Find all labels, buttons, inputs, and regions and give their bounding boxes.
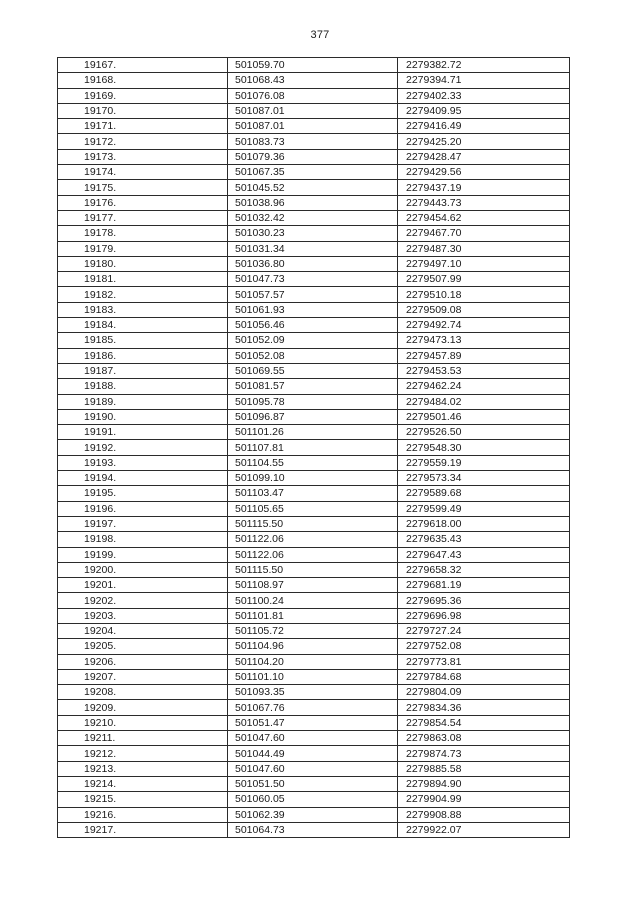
point-number-cell: 19192.	[58, 440, 228, 455]
x-coordinate-cell: 501101.26	[228, 425, 398, 440]
x-coordinate-cell: 501056.46	[228, 318, 398, 333]
point-number-cell: 19172.	[58, 134, 228, 149]
y-coordinate-cell: 2279416.49	[398, 119, 570, 134]
table-row	[58, 623, 570, 638]
point-number-cell: 19170.	[58, 103, 228, 118]
table-row	[58, 807, 570, 822]
point-number-cell: 19186.	[58, 348, 228, 363]
x-coordinate-cell: 501104.55	[228, 455, 398, 470]
x-coordinate-cell: 501093.35	[228, 685, 398, 700]
point-number-cell: 19185.	[58, 333, 228, 348]
point-number-cell: 19189.	[58, 394, 228, 409]
y-coordinate-cell: 2279509.08	[398, 302, 570, 317]
table-row	[58, 731, 570, 746]
y-coordinate-cell: 2279635.43	[398, 532, 570, 547]
table-row	[58, 547, 570, 562]
x-coordinate-cell: 501108.97	[228, 578, 398, 593]
y-coordinate-cell: 2279599.49	[398, 501, 570, 516]
y-coordinate-cell: 2279885.58	[398, 761, 570, 776]
x-coordinate-cell: 501105.72	[228, 623, 398, 638]
x-coordinate-cell: 501069.55	[228, 363, 398, 378]
table-row	[58, 195, 570, 210]
x-coordinate-cell: 501100.24	[228, 593, 398, 608]
point-number-cell: 19209.	[58, 700, 228, 715]
y-coordinate-cell: 2279904.99	[398, 792, 570, 807]
y-coordinate-cell: 2279487.30	[398, 241, 570, 256]
x-coordinate-cell: 501052.08	[228, 348, 398, 363]
x-coordinate-cell: 501115.50	[228, 516, 398, 531]
y-coordinate-cell: 2279473.13	[398, 333, 570, 348]
table-row	[58, 501, 570, 516]
y-coordinate-cell: 2279429.56	[398, 165, 570, 180]
point-number-cell: 19194.	[58, 471, 228, 486]
point-number-cell: 19215.	[58, 792, 228, 807]
table-row	[58, 654, 570, 669]
table-row	[58, 58, 570, 73]
x-coordinate-cell: 501067.35	[228, 165, 398, 180]
table-row	[58, 578, 570, 593]
y-coordinate-cell: 2279784.68	[398, 669, 570, 684]
point-number-cell: 19182.	[58, 287, 228, 302]
point-number-cell: 19181.	[58, 272, 228, 287]
table-row	[58, 593, 570, 608]
table-row	[58, 639, 570, 654]
x-coordinate-cell: 501047.60	[228, 761, 398, 776]
y-coordinate-cell: 2279497.10	[398, 256, 570, 271]
table-row	[58, 532, 570, 547]
coordinates-table-body	[58, 58, 570, 838]
y-coordinate-cell: 2279507.99	[398, 272, 570, 287]
y-coordinate-cell: 2279727.24	[398, 623, 570, 638]
table-row	[58, 822, 570, 837]
y-coordinate-cell: 2279462.24	[398, 379, 570, 394]
table-row	[58, 287, 570, 302]
point-number-cell: 19179.	[58, 241, 228, 256]
x-coordinate-cell: 501099.10	[228, 471, 398, 486]
y-coordinate-cell: 2279453.53	[398, 363, 570, 378]
table-row	[58, 516, 570, 531]
point-number-cell: 19217.	[58, 822, 228, 837]
point-number-cell: 19191.	[58, 425, 228, 440]
point-number-cell: 19168.	[58, 73, 228, 88]
point-number-cell: 19200.	[58, 562, 228, 577]
y-coordinate-cell: 2279773.81	[398, 654, 570, 669]
table-row	[58, 180, 570, 195]
y-coordinate-cell: 2279804.09	[398, 685, 570, 700]
table-row	[58, 700, 570, 715]
coordinates-table	[57, 57, 570, 838]
point-number-cell: 19206.	[58, 654, 228, 669]
point-number-cell: 19207.	[58, 669, 228, 684]
x-coordinate-cell: 501081.57	[228, 379, 398, 394]
table-row	[58, 562, 570, 577]
table-row	[58, 333, 570, 348]
point-number-cell: 19175.	[58, 180, 228, 195]
y-coordinate-cell: 2279922.07	[398, 822, 570, 837]
table-row	[58, 256, 570, 271]
point-number-cell: 19177.	[58, 210, 228, 225]
y-coordinate-cell: 2279548.30	[398, 440, 570, 455]
table-row	[58, 241, 570, 256]
point-number-cell: 19212.	[58, 746, 228, 761]
table-row	[58, 425, 570, 440]
table-row	[58, 302, 570, 317]
y-coordinate-cell: 2279618.00	[398, 516, 570, 531]
point-number-cell: 19201.	[58, 578, 228, 593]
x-coordinate-cell: 501105.65	[228, 501, 398, 516]
x-coordinate-cell: 501096.87	[228, 409, 398, 424]
y-coordinate-cell: 2279457.89	[398, 348, 570, 363]
y-coordinate-cell: 2279752.08	[398, 639, 570, 654]
x-coordinate-cell: 501122.06	[228, 532, 398, 547]
y-coordinate-cell: 2279573.34	[398, 471, 570, 486]
y-coordinate-cell: 2279589.68	[398, 486, 570, 501]
x-coordinate-cell: 501030.23	[228, 226, 398, 241]
point-number-cell: 19211.	[58, 731, 228, 746]
point-number-cell: 19213.	[58, 761, 228, 776]
x-coordinate-cell: 501057.57	[228, 287, 398, 302]
x-coordinate-cell: 501115.50	[228, 562, 398, 577]
y-coordinate-cell: 2279425.20	[398, 134, 570, 149]
table-row	[58, 394, 570, 409]
x-coordinate-cell: 501095.78	[228, 394, 398, 409]
table-row	[58, 746, 570, 761]
point-number-cell: 19167.	[58, 58, 228, 73]
y-coordinate-cell: 2279681.19	[398, 578, 570, 593]
y-coordinate-cell: 2279526.50	[398, 425, 570, 440]
y-coordinate-cell: 2279454.62	[398, 210, 570, 225]
table-row	[58, 88, 570, 103]
table-row	[58, 761, 570, 776]
x-coordinate-cell: 501067.76	[228, 700, 398, 715]
table-row	[58, 210, 570, 225]
point-number-cell: 19202.	[58, 593, 228, 608]
table-row	[58, 685, 570, 700]
table-row	[58, 486, 570, 501]
y-coordinate-cell: 2279510.18	[398, 287, 570, 302]
table-row	[58, 134, 570, 149]
x-coordinate-cell: 501101.81	[228, 608, 398, 623]
point-number-cell: 19208.	[58, 685, 228, 700]
y-coordinate-cell: 2279854.54	[398, 715, 570, 730]
y-coordinate-cell: 2279908.88	[398, 807, 570, 822]
y-coordinate-cell: 2279467.70	[398, 226, 570, 241]
point-number-cell: 19187.	[58, 363, 228, 378]
x-coordinate-cell: 501059.70	[228, 58, 398, 73]
point-number-cell: 19193.	[58, 455, 228, 470]
point-number-cell: 19205.	[58, 639, 228, 654]
y-coordinate-cell: 2279894.90	[398, 776, 570, 791]
point-number-cell: 19197.	[58, 516, 228, 531]
point-number-cell: 19196.	[58, 501, 228, 516]
table-row	[58, 348, 570, 363]
table-row	[58, 471, 570, 486]
point-number-cell: 19188.	[58, 379, 228, 394]
x-coordinate-cell: 501103.47	[228, 486, 398, 501]
x-coordinate-cell: 501047.60	[228, 731, 398, 746]
y-coordinate-cell: 2279409.95	[398, 103, 570, 118]
point-number-cell: 19173.	[58, 149, 228, 164]
y-coordinate-cell: 2279874.73	[398, 746, 570, 761]
point-number-cell: 19184.	[58, 318, 228, 333]
point-number-cell: 19169.	[58, 88, 228, 103]
x-coordinate-cell: 501083.73	[228, 134, 398, 149]
y-coordinate-cell: 2279382.72	[398, 58, 570, 73]
point-number-cell: 19210.	[58, 715, 228, 730]
y-coordinate-cell: 2279647.43	[398, 547, 570, 562]
y-coordinate-cell: 2279695.36	[398, 593, 570, 608]
x-coordinate-cell: 501060.05	[228, 792, 398, 807]
y-coordinate-cell: 2279428.47	[398, 149, 570, 164]
x-coordinate-cell: 501052.09	[228, 333, 398, 348]
y-coordinate-cell: 2279484.02	[398, 394, 570, 409]
point-number-cell: 19198.	[58, 532, 228, 547]
table-row	[58, 379, 570, 394]
point-number-cell: 19216.	[58, 807, 228, 822]
x-coordinate-cell: 501087.01	[228, 119, 398, 134]
x-coordinate-cell: 501104.96	[228, 639, 398, 654]
y-coordinate-cell: 2279402.33	[398, 88, 570, 103]
point-number-cell: 19203.	[58, 608, 228, 623]
table-row	[58, 226, 570, 241]
point-number-cell: 19180.	[58, 256, 228, 271]
y-coordinate-cell: 2279696.98	[398, 608, 570, 623]
table-row	[58, 165, 570, 180]
y-coordinate-cell: 2279492.74	[398, 318, 570, 333]
point-number-cell: 19174.	[58, 165, 228, 180]
point-number-cell: 19214.	[58, 776, 228, 791]
table-row	[58, 608, 570, 623]
y-coordinate-cell: 2279394.71	[398, 73, 570, 88]
x-coordinate-cell: 501101.10	[228, 669, 398, 684]
x-coordinate-cell: 501079.36	[228, 149, 398, 164]
x-coordinate-cell: 501045.52	[228, 180, 398, 195]
table-row	[58, 119, 570, 134]
x-coordinate-cell: 501107.81	[228, 440, 398, 455]
table-row	[58, 103, 570, 118]
point-number-cell: 19195.	[58, 486, 228, 501]
table-row	[58, 272, 570, 287]
x-coordinate-cell: 501051.50	[228, 776, 398, 791]
x-coordinate-cell: 501032.42	[228, 210, 398, 225]
y-coordinate-cell: 2279863.08	[398, 731, 570, 746]
y-coordinate-cell: 2279437.19	[398, 180, 570, 195]
point-number-cell: 19190.	[58, 409, 228, 424]
x-coordinate-cell: 501044.49	[228, 746, 398, 761]
x-coordinate-cell: 501036.80	[228, 256, 398, 271]
table-row	[58, 455, 570, 470]
x-coordinate-cell: 501064.73	[228, 822, 398, 837]
x-coordinate-cell: 501061.93	[228, 302, 398, 317]
point-number-cell: 19199.	[58, 547, 228, 562]
table-row	[58, 440, 570, 455]
point-number-cell: 19176.	[58, 195, 228, 210]
y-coordinate-cell: 2279834.36	[398, 700, 570, 715]
y-coordinate-cell: 2279559.19	[398, 455, 570, 470]
x-coordinate-cell: 501031.34	[228, 241, 398, 256]
table-row	[58, 715, 570, 730]
y-coordinate-cell: 2279658.32	[398, 562, 570, 577]
point-number-cell: 19171.	[58, 119, 228, 134]
page-number: 377	[310, 29, 330, 41]
x-coordinate-cell: 501087.01	[228, 103, 398, 118]
point-number-cell: 19183.	[58, 302, 228, 317]
x-coordinate-cell: 501068.43	[228, 73, 398, 88]
table-row	[58, 792, 570, 807]
y-coordinate-cell: 2279443.73	[398, 195, 570, 210]
point-number-cell: 19204.	[58, 623, 228, 638]
x-coordinate-cell: 501051.47	[228, 715, 398, 730]
y-coordinate-cell: 2279501.46	[398, 409, 570, 424]
table-row	[58, 669, 570, 684]
table-row	[58, 318, 570, 333]
x-coordinate-cell: 501076.08	[228, 88, 398, 103]
table-row	[58, 363, 570, 378]
x-coordinate-cell: 501047.73	[228, 272, 398, 287]
x-coordinate-cell: 501104.20	[228, 654, 398, 669]
table-row	[58, 73, 570, 88]
x-coordinate-cell: 501038.96	[228, 195, 398, 210]
table-row	[58, 409, 570, 424]
table-row	[58, 149, 570, 164]
table-row	[58, 776, 570, 791]
x-coordinate-cell: 501062.39	[228, 807, 398, 822]
point-number-cell: 19178.	[58, 226, 228, 241]
x-coordinate-cell: 501122.06	[228, 547, 398, 562]
